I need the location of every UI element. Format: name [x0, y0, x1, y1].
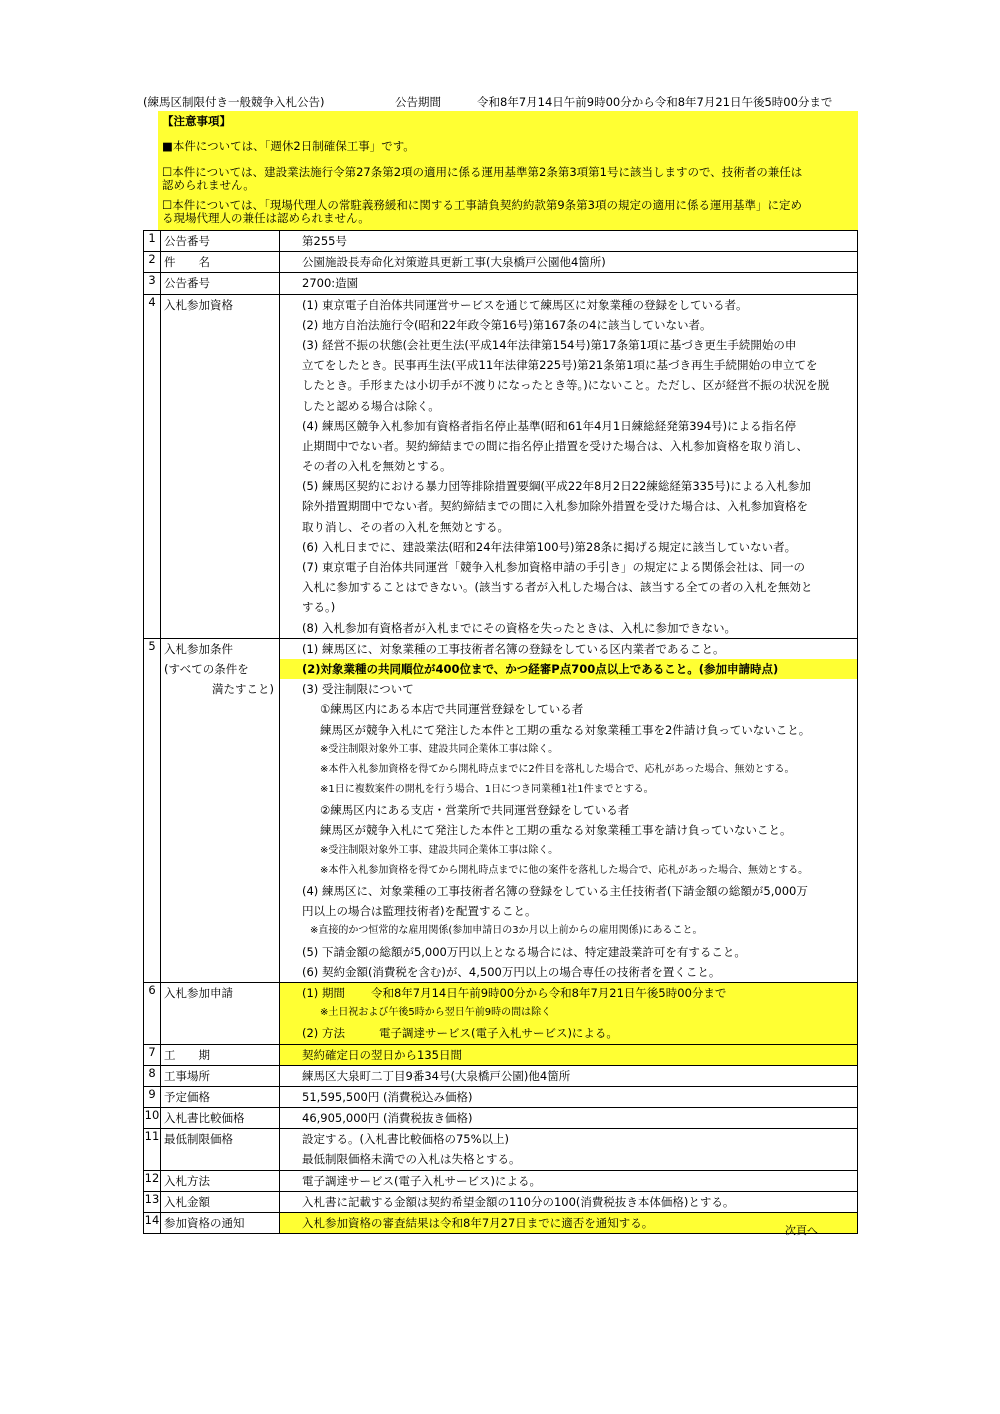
row-label-sub: 満たすこと) [212, 682, 274, 697]
row-number: 6 [144, 982, 161, 1044]
list-item: (3) 経営不振の状態(会社更生法(平成14年法律第154号)第17条第1項に基づき更生手続開始の申 [302, 337, 797, 352]
list-item: 立てをしたとき。民事再生法(平成11年法律第225号)第21条第1項に基づき再生手続開始の申立てを [302, 358, 818, 373]
row-number: 4 [144, 294, 161, 638]
announcement-header [143, 94, 858, 110]
next-page-label: 次頁へ [785, 1224, 818, 1237]
list-item: したとき。手形または小切手が不渡りになったとき等。)にないこと。ただし、区が経営不振の状況を脱 [302, 378, 830, 393]
notice-box [158, 111, 858, 230]
table-row [144, 252, 858, 273]
application-method-value: 電子調達サービス(電子入札サービス)による。 [378, 1026, 618, 1041]
table-row [144, 1170, 858, 1191]
table-row [144, 638, 858, 982]
row-label: 工 期 [164, 1047, 210, 1062]
notice-item-3-line2: る現場代理人の兼任は認められません。 [162, 211, 370, 225]
table-row [144, 231, 858, 252]
list-item-note: ※受注制限対象外工事、建設共同企業体工事は除く。 [320, 844, 559, 856]
list-item: 練馬区が競争入札にて発注した本件と工期の重なる対象業種工事を2件請け負っていないこと。 [320, 722, 811, 737]
list-item: 取り消し、その者の入札を無効とする。 [302, 519, 509, 534]
announcement-table [143, 230, 858, 1234]
row-label: 参加資格の通知 [164, 1216, 245, 1230]
row-label: 入札書比較価格 [164, 1111, 245, 1126]
list-item: 円以上の場合は監理技術者)を配置すること。 [302, 904, 537, 919]
notice-item-1: ■本件については、「週休2日制確保工事」です。 [162, 139, 415, 153]
table-row [144, 982, 858, 1044]
row-number: 9 [144, 1086, 161, 1107]
notice-heading: 【注意事項】 [162, 114, 231, 128]
list-item-note: ※本件入札参加資格を得てから開札時点までに他の案件を落札した場合で、応札があった場合、無効とする。 [320, 864, 809, 876]
application-period-label: (1) 期間 [302, 985, 345, 1000]
row-label: 公告番号 [164, 276, 210, 291]
list-item-note: ※本件入札参加資格を得てから開札時点までに2件目を落札した場合で、応札があった場合、無効とする。 [320, 763, 795, 775]
application-method-label: (2) 方法 [302, 1026, 345, 1041]
notice-item-2-line1: ☐本件については、建設業法施行令第27条第2項の適用に係る運用基準第2条第3項第1号に該当しますので、技術者の兼任は [162, 165, 803, 179]
row-label: 公告番号 [164, 234, 210, 248]
list-item: ①練馬区内にある本店で共同運営登録をしている者 [320, 702, 584, 717]
row-label: 最低制限価格 [164, 1132, 233, 1147]
notice-item-3-line1: ☐本件については、「現場代理人の常駐義務緩和に関する工事請負契約約款第9条第3項の規定の適用に係る運用基準」に定め [162, 198, 802, 212]
table-row [144, 1191, 858, 1212]
table-row [144, 1086, 858, 1107]
list-item: 練馬区が競争入札にて発注した本件と工期の重なる対象業種工事を請け負っていないこと。 [320, 823, 792, 838]
row-number: 1 [144, 231, 161, 252]
row-number: 5 [144, 638, 161, 982]
row-label: 件 名 [164, 255, 210, 270]
row-value: 51,595,500円 (消費税込み価格) [302, 1089, 473, 1104]
list-item: したと認める場合は除く。 [302, 398, 440, 413]
row-value: 46,905,000円 (消費税抜き価格) [302, 1111, 473, 1126]
row-number: 12 [144, 1170, 161, 1191]
notice-item-2-line2: 認められません。 [162, 178, 255, 192]
row-value: 練馬区大泉町二丁目9番34号(大泉橋戸公園)他4箇所 [302, 1068, 571, 1083]
row-number: 11 [144, 1129, 161, 1170]
list-item: (5) 練馬区契約における暴力団等排除措置要綱(平成22年8月2日22練総経第335号)による入札参加 [302, 479, 811, 494]
application-period [280, 983, 857, 1003]
application-period-value: 令和8年7月14日午前9時00分から令和8年7月21日午後5時00分まで [370, 985, 727, 1000]
row-value: 入札書に記載する金額は契約希望金額の110分の100(消費税抜き本体価格)とする。 [302, 1194, 735, 1209]
list-item: (5) 下請金額の総額が5,000万円以上となる場合には、特定建設業許可を有すること。 [302, 944, 746, 959]
list-item: (1) 東京電子自治体共同運営サービスを通じて練馬区に対象業種の登録をしている者。 [302, 297, 748, 312]
row-number: 7 [144, 1044, 161, 1065]
row-label: 入札参加申請 [164, 985, 233, 1000]
list-item: その者の入札を無効とする。 [302, 459, 452, 474]
list-item: (8) 入札参加有資格者が入札までにその資格を失ったときは、入札に参加できない。 [302, 620, 736, 635]
row-value: 公園施設長寿命化対策遊具更新工事(大泉橋戸公園他4箇所) [302, 255, 606, 270]
table-row [144, 1065, 858, 1086]
list-item: (4) 練馬区競争入札参加有資格者指名停止基準(昭和61年4月1日練総経発第394号)による指名停 [302, 418, 797, 433]
table-row [144, 1044, 858, 1065]
list-item: 除外措置期間中でない者。契約締結までの間に入札参加除外措置を受けた場合は、入札参加資格を [302, 499, 808, 514]
table-row [144, 1213, 858, 1234]
row-number: 8 [144, 1065, 161, 1086]
list-item: 止期間中でない者。契約締結までの間に指名停止措置を受けた場合は、入札参加資格を取り消し、 [302, 438, 808, 453]
list-item: (7) 東京電子自治体共同運営「競争入札参加資格申請の手引き」の規定による関係会社は、同一の [302, 560, 805, 574]
row-label: 予定価格 [164, 1089, 210, 1104]
announcement-title: (練馬区制限付き一般競争入札公告) [143, 95, 325, 109]
row-value: 第255号 [302, 234, 347, 248]
row-label: 入札参加条件 [164, 641, 233, 656]
row-value: 2700:造園 [302, 276, 359, 291]
list-item: (6) 契約金額(消費税を含む)が、4,500万円以上の場合専任の技術者を置くこと。 [302, 964, 721, 979]
row-value: 最低制限価格未満での入札は失格とする。 [302, 1152, 521, 1167]
list-item: (4) 練馬区に、対象業種の工事技術者名簿の登録をしている主任技術者(下請金額の総額が5,000万 [302, 884, 808, 898]
table-row [144, 294, 858, 638]
table-row [144, 273, 858, 294]
list-item: する。) [302, 600, 336, 615]
application-method [280, 1023, 857, 1043]
row-number: 14 [144, 1213, 161, 1234]
row-value: 契約確定日の翌日から135日間 [302, 1047, 462, 1062]
row-label: 入札参加資格 [164, 297, 233, 312]
row-number: 2 [144, 252, 161, 273]
row-number: 10 [144, 1108, 161, 1129]
list-item: ②練馬区内にある支店・営業所で共同運営登録をしている者 [320, 803, 630, 818]
row-value: 電子調達サービス(電子入札サービス)による。 [302, 1173, 541, 1188]
row-number: 13 [144, 1191, 161, 1212]
row-label: 入札金額 [164, 1194, 210, 1209]
table-row [144, 1108, 858, 1129]
list-item-highlight: (2)対象業種の共同順位が400位まで、かつ経審P点700点以上であること。(参加申請時点) [280, 659, 857, 679]
application-period-note: ※土日祝および午後5時から翌日午前9時の間は除く [320, 1007, 552, 1019]
application-details [280, 982, 858, 1044]
list-item: (1) 練馬区に、対象業種の工事技術者名簿の登録をしている区内業者であること。 [302, 641, 725, 656]
row-value: 設定する。(入札書比較価格の75%以上) [302, 1132, 510, 1147]
list-item-note: ※1日に複数案件の開札を行う場合、1日につき同業種1社1件までとする。 [320, 784, 654, 796]
row-number: 3 [144, 273, 161, 294]
list-item: (3) 受注制限について [302, 682, 414, 697]
condition-list [280, 638, 858, 982]
period-label: 公告期間 [395, 95, 441, 109]
list-item-note: ※受注制限対象外工事、建設共同企業体工事は除く。 [320, 743, 559, 755]
list-item: (6) 入札日までに、建設業法(昭和24年法律第100号)第28条に掲げる規定に該当していない者。 [302, 539, 797, 554]
row-label: 工事場所 [164, 1068, 210, 1083]
list-item: 入札に参加することはできない。(該当する者が入札した場合は、該当する全ての者の入札を無効と [302, 580, 813, 595]
row-label: 入札方法 [164, 1173, 210, 1188]
period-text: 令和8年7月14日午前9時00分から令和8年7月21日午後5時00分まで [477, 95, 833, 109]
row-value: 入札参加資格の審査結果は令和8年7月27日までに適否を通知する。 [302, 1216, 654, 1230]
list-item-note: ※直接的かつ恒常的な雇用関係(参加申請日の3か月以上前からの雇用関係)にあること。 [310, 925, 703, 937]
qualification-list [280, 294, 858, 638]
table-row [144, 1129, 858, 1170]
list-item: (2) 地方自治法施行令(昭和22年政令第16号)第167条の4に該当していない者。 [302, 317, 712, 332]
row-label-sub: (すべての条件を [164, 661, 249, 676]
